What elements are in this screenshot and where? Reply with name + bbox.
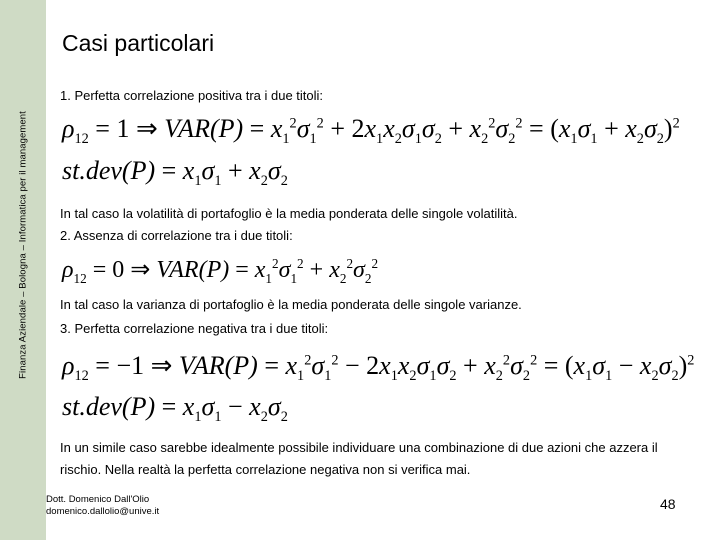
case-1-heading: 1. Perfetta correlazione positiva tra i due titoli: bbox=[60, 88, 324, 103]
case-3-note: In un simile caso sarebbe idealmente possibile individuare una combinazione di due azioni che azzera il rischio. Nella realtà la perfetta correlazione negativa non si verifica mai. bbox=[60, 440, 658, 477]
footer bbox=[46, 494, 159, 518]
page-number: 48 bbox=[660, 496, 676, 512]
footer-email: domenico.dallolio@unive.it bbox=[46, 506, 160, 517]
sidebar-text: Finanza Aziendale – Bologna – Informatica per il management bbox=[17, 111, 29, 379]
sidebar bbox=[0, 0, 46, 540]
formula-positive-correlation-variance: $\rho_{12} = 1$ ⇒ $VAR(P) = x_1^2\sigma_1^2 + 2x_1x_2\sigma_1\sigma_2 + x_2^2\sigma_2^2 = (x_1\sigma_1 + x_2\sigma_2)^2$ bbox=[62, 114, 680, 148]
formula-positive-correlation-stdev: $st.dev(P) = x_1\sigma_1 + x_2\sigma_2$ bbox=[62, 156, 288, 190]
slide-title: Casi particolari bbox=[62, 30, 215, 56]
formula-no-correlation-variance: $\rho_{12} = 0$ ⇒ $VAR(P) = x_1^2\sigma_1^2 + x_2^2\sigma_2^2$ bbox=[62, 256, 379, 286]
case-2-heading: 2. Assenza di correlazione tra i due titoli: bbox=[60, 228, 293, 243]
case-1-note: In tal caso la volatilità di portafoglio è la media ponderata delle singole volatilità. bbox=[60, 206, 518, 221]
footer-author: Dott. Domenico Dall'Olio bbox=[46, 494, 150, 505]
formula-negative-correlation-stdev: $st.dev(P) = x_1\sigma_1 - x_2\sigma_2$ bbox=[62, 392, 288, 426]
case-3-heading: 3. Perfetta correlazione negativa tra i due titoli: bbox=[60, 321, 329, 336]
formula-negative-correlation-variance: $\rho_{12} = -1$ ⇒ $VAR(P) = x_1^2\sigma_1^2 - 2x_1x_2\sigma_1\sigma_2 + x_2^2\sigma_2^2 = (x_1\sigma_1 - x_2\sigma_2)^2$ bbox=[62, 351, 695, 385]
case-2-note: In tal caso la varianza di portafoglio è la media ponderata delle singole varianze. bbox=[60, 297, 522, 312]
